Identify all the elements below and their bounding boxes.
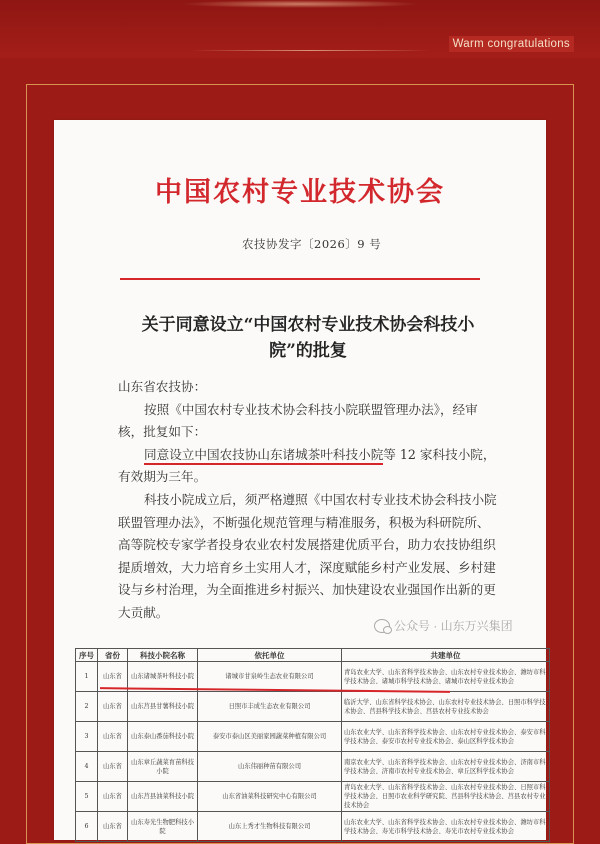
cell-province: 山东省: [98, 692, 128, 722]
cell-host: 山东伟丽种苗有限公司: [198, 752, 342, 782]
watermark: [374, 616, 513, 636]
table-row: [76, 692, 550, 722]
cell-partners: 南京农业大学、山东省科学技术协会、山东农村专业技术协会、济南市科学技术协会、济南市农村专业技术协会、章丘区科学技术协会: [342, 752, 550, 782]
org-title: 中国农村专业技术协会: [155, 177, 445, 208]
paragraph-3: 科技小院成立后，须严格遵照《中国农村专业技术协会科技小院联盟管理办法》，不断强化规范管理与精准服务，积极为科研院所、高等院校专家学者投身农业农村发展搭建优质平台，助力农技协组织提质增效，大力培育乡土实用人才，深度赋能乡村产业发展、乡村建设与乡村治理，为全面推进乡村振兴、加快建设农业强国作出新的更大贡献。: [118, 491, 497, 620]
document-number: 农技协发字〔2026〕9 号: [242, 237, 382, 251]
table-row: [76, 812, 550, 842]
cell-name: 山东诸城茶叶科技小院: [128, 662, 198, 692]
document-title: [118, 312, 498, 364]
cell-seq: 1: [76, 662, 98, 692]
cell-seq: 4: [76, 752, 98, 782]
cell-name: 山东寿光生物肥科技小院: [128, 812, 198, 842]
highlighted-approval: 同意设立中国农技协山东诸城茶叶科技小院: [144, 447, 383, 465]
header-province: 省份: [98, 649, 128, 662]
cell-host: 山东上秀才生物科技有限公司: [198, 812, 342, 842]
cell-name: 山东莒县甘薯科技小院: [128, 692, 198, 722]
cell-partners: 山东农业大学、山东省科学技术协会、山东农村专业技术协会、泰安市科学技术协会、泰安市农村专业技术协会、泰山区科学技术协会: [342, 722, 550, 752]
document-title-line2: 院”的批复: [269, 341, 347, 361]
cell-host: 泰安市泰山区美丽家园蔬菜种植有限公司: [198, 722, 342, 752]
paragraph-2-rest: 等 12 家科技小院，有效期为三年。: [118, 446, 496, 485]
approval-table: [75, 648, 550, 842]
cell-partners: 青岛农业大学、山东省科学技术协会、山东农村专业技术协会、日照市科学技术协会、日照市农业科学研究院、莒县科学技术协会、莒县农村专业技术协会: [342, 782, 550, 812]
watermark-text: 公众号 · 山东万兴集团: [394, 619, 513, 633]
banner-divider: [190, 50, 430, 51]
cell-province: 山东省: [98, 782, 128, 812]
cell-seq: 2: [76, 692, 98, 722]
table-row: [76, 752, 550, 782]
cell-name: 山东章丘蔬菜育苗科技小院: [128, 752, 198, 782]
cell-province: 山东省: [98, 662, 128, 692]
red-header-rule: [120, 278, 480, 280]
cell-partners: 临沂大学、山东省科学技术协会、山东农村专业技术协会、日照市科学技术协会、莒县科学技术协会、莒县农村专业技术协会: [342, 692, 550, 722]
cell-name: 山东莒县油菜科技小院: [128, 782, 198, 812]
paragraph-2: [118, 444, 498, 489]
document-body: [118, 376, 498, 625]
cell-partners: 青岛农业大学、山东省科学技术协会、山东农村专业技术协会、潍坊市科学技术协会、诸城市科学技术协会、诸城市农村专业技术协会: [342, 662, 550, 692]
cell-province: 山东省: [98, 812, 128, 842]
table-row: [76, 782, 550, 812]
document-title-line1: 关于同意设立“中国农村专业技术协会科技小: [141, 315, 475, 335]
table-header-row: [76, 649, 550, 662]
header-seq: 序号: [76, 649, 98, 662]
cell-name: 山东泰山番茄科技小院: [128, 722, 198, 752]
header-name: 科技小院名称: [128, 649, 198, 662]
table-row: [76, 722, 550, 752]
header-host: 依托单位: [198, 649, 342, 662]
wechat-icon: [374, 619, 390, 633]
congrats-label: Warm congratulations: [449, 36, 574, 52]
cell-host: 诸城市甘泉岭生态农业有限公司: [198, 662, 342, 692]
cell-host: 山东省油菜科技研究中心有限公司: [198, 782, 342, 812]
salutation: 山东省农技协：: [118, 379, 207, 394]
cell-seq: 3: [76, 722, 98, 752]
cell-seq: 5: [76, 782, 98, 812]
paragraph-1: 按照《中国农村专业技术协会科技小院联盟管理办法》，经审核，批复如下：: [118, 401, 478, 440]
banner-glow: [180, 0, 420, 8]
header-partners: 共建单位: [342, 649, 550, 662]
cell-province: 山东省: [98, 722, 128, 752]
cell-partners: 山东农业大学、山东省科学技术协会、山东农村专业技术协会、潍坊市科学技术协会、寿光市科学技术协会、寿光市农村专业技术协会: [342, 812, 550, 842]
cell-seq: 6: [76, 812, 98, 842]
cell-province: 山东省: [98, 752, 128, 782]
cell-host: 日照市丰成生态农业有限公司: [198, 692, 342, 722]
